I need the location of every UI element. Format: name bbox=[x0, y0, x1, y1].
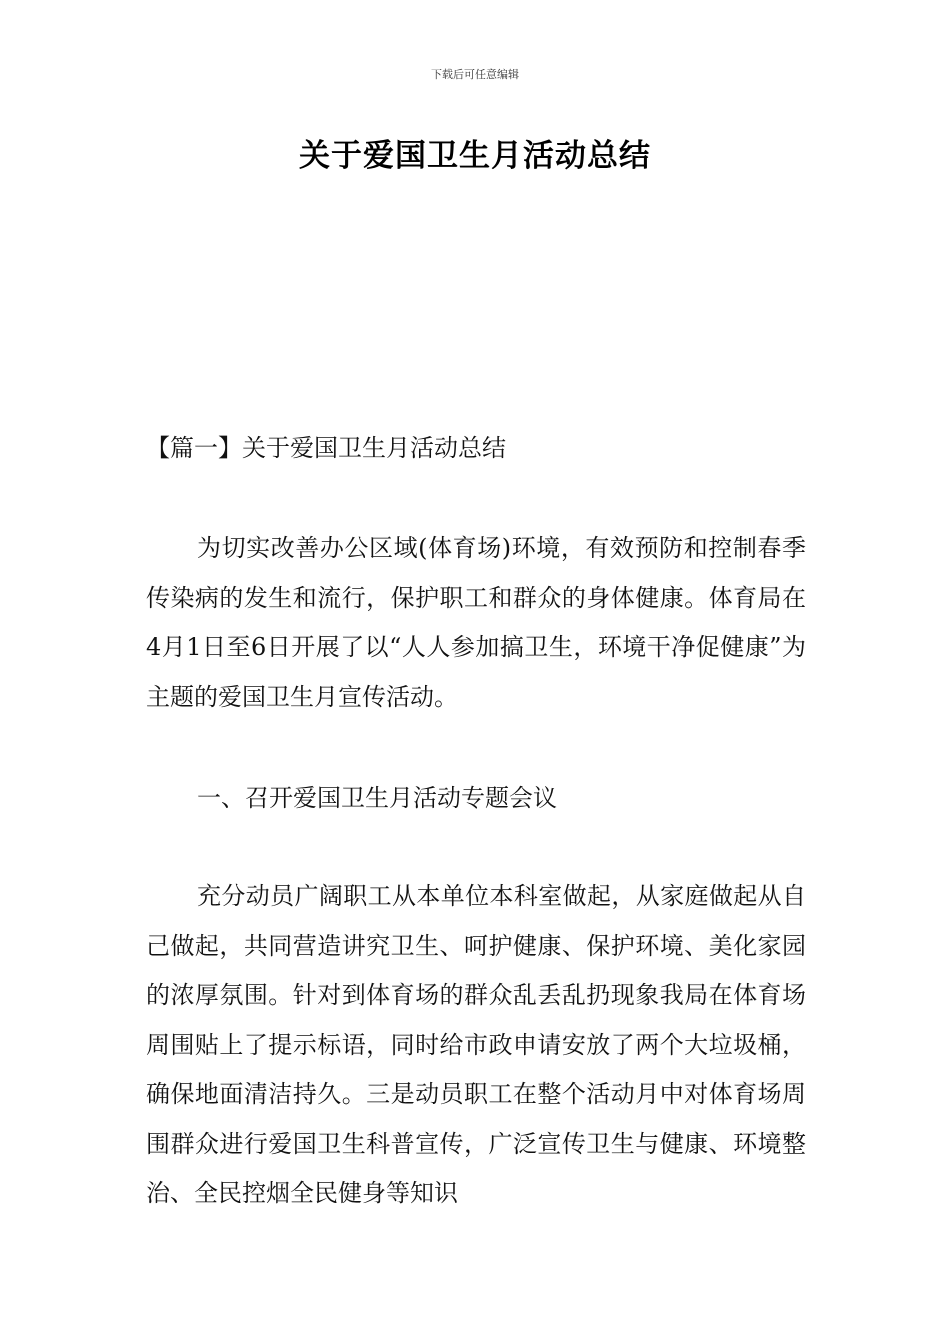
sub-heading-meeting: 一、召开爱国卫生月活动专题会议 bbox=[197, 784, 557, 812]
paragraph-intro: 为切实改善办公区域(体育场)环境，有效预防和控制春季传染病的发生和流行，保护职工和群众的身体健康。体育局在4月1日至6日开展了以“人人参加搞卫生，环境干净促健康”为主题的爱国卫生月宣传活动。 bbox=[146, 534, 806, 711]
paragraph-mobilization: 充分动员广阔职工从本单位本科室做起，从家庭做起从自己做起，共同营造讲究卫生、呵护健康、保护环境、美化家园的浓厚氛围。针对到体育场的群众乱丢乱扔现象我局在体育场周围贴上了提示标语，同时给市政申请安放了两个大垃圾桶，确保地面清洁持久。三是动员职工在整个活动月中对体育场周围群众进行爱国卫生科普宣传，广泛宣传卫生与健康、环境整治、全民控烟全民健身等知识 bbox=[146, 882, 806, 1207]
document-title: 关于爱国卫生月活动总结 bbox=[299, 138, 651, 174]
section-heading: 【篇一】关于爱国卫生月活动总结 bbox=[146, 434, 506, 462]
header-note: 下载后可任意编辑 bbox=[431, 68, 519, 81]
